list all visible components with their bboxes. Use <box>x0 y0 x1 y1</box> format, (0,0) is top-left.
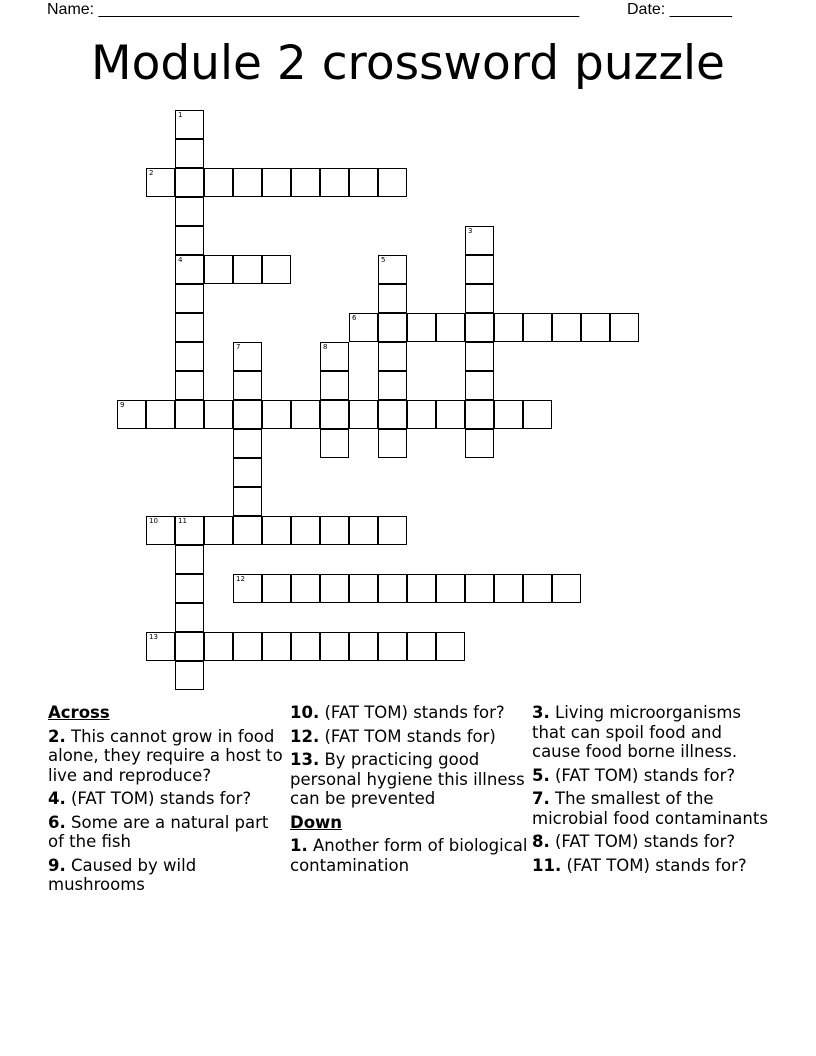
grid-cell[interactable] <box>175 139 204 168</box>
grid-cell[interactable] <box>407 574 436 603</box>
cell-number: 2 <box>149 169 154 177</box>
grid-cell[interactable] <box>320 574 349 603</box>
grid-cell[interactable] <box>320 516 349 545</box>
grid-cell[interactable] <box>349 516 378 545</box>
cell-number: 11 <box>178 517 187 525</box>
grid-cell[interactable] <box>349 400 378 429</box>
grid-cell[interactable] <box>378 429 407 458</box>
grid-cell[interactable] <box>175 400 204 429</box>
grid-cell[interactable] <box>378 284 407 313</box>
name-field-label: Name: ______________________________________________________ <box>47 1 580 18</box>
cell-number: 7 <box>236 343 241 351</box>
grid-cell[interactable] <box>320 168 349 197</box>
grid-cell[interactable] <box>291 168 320 197</box>
clue-text: (FAT TOM) stands for? <box>566 855 747 875</box>
grid-cell[interactable] <box>146 516 175 545</box>
grid-cell[interactable] <box>291 574 320 603</box>
grid-cell[interactable] <box>436 313 465 342</box>
grid-cell[interactable] <box>291 632 320 661</box>
clue-number: 8. <box>532 832 550 851</box>
grid-cell[interactable] <box>233 429 262 458</box>
puzzle-title: Module 2 crossword puzzle <box>91 36 725 91</box>
clue-text: The smallest of the microbial food contaminants <box>532 789 768 828</box>
clue-number: 6. <box>48 812 66 832</box>
grid-cell[interactable] <box>407 632 436 661</box>
clue-column-1 <box>48 703 288 899</box>
grid-cell[interactable] <box>320 342 349 371</box>
grid-cell[interactable] <box>494 313 523 342</box>
down-clue <box>532 703 772 762</box>
cell-number: 9 <box>120 401 125 409</box>
grid-cell[interactable] <box>320 371 349 400</box>
grid-cell[interactable] <box>378 313 407 342</box>
cell-number: 13 <box>149 633 158 641</box>
grid-cell[interactable] <box>349 632 378 661</box>
clue-number: 3. <box>532 703 550 722</box>
grid-cell[interactable] <box>204 168 233 197</box>
grid-cell[interactable] <box>233 255 262 284</box>
clue-number: 12. <box>290 726 320 746</box>
grid-cell[interactable] <box>233 342 262 371</box>
cell-number: 6 <box>352 314 357 322</box>
across-clue <box>48 789 288 809</box>
grid-cell[interactable] <box>465 429 494 458</box>
grid-cell[interactable] <box>146 632 175 661</box>
grid-cell[interactable] <box>523 574 552 603</box>
grid-cell[interactable] <box>349 574 378 603</box>
cell-number: 4 <box>178 256 183 264</box>
grid-cell[interactable] <box>233 168 262 197</box>
cell-number: 3 <box>468 227 473 235</box>
grid-cell[interactable] <box>233 400 262 429</box>
grid-cell[interactable] <box>320 400 349 429</box>
grid-cell[interactable] <box>262 400 291 429</box>
cell-number: 12 <box>236 575 245 583</box>
grid-cell[interactable] <box>233 516 262 545</box>
grid-cell[interactable] <box>494 574 523 603</box>
down-clue <box>532 832 772 852</box>
grid-cell[interactable] <box>175 255 204 284</box>
clue-text: By practicing good personal hygiene this illness can be prevented <box>290 750 525 808</box>
grid-cell[interactable] <box>378 255 407 284</box>
grid-cell[interactable] <box>262 255 291 284</box>
grid-cell[interactable] <box>175 632 204 661</box>
cell-number: 10 <box>149 517 158 525</box>
grid-cell[interactable] <box>175 284 204 313</box>
clue-text: Caused by wild mushrooms <box>48 855 197 894</box>
grid-cell[interactable] <box>204 255 233 284</box>
grid-cell[interactable] <box>378 342 407 371</box>
clue-number: 11. <box>532 855 562 875</box>
grid-cell[interactable] <box>320 429 349 458</box>
cell-number: 5 <box>381 256 386 264</box>
grid-cell[interactable] <box>523 313 552 342</box>
grid-cell[interactable] <box>378 400 407 429</box>
down-clue <box>532 766 772 786</box>
grid-cell[interactable] <box>146 168 175 197</box>
grid-cell[interactable] <box>175 545 204 574</box>
grid-cell[interactable] <box>233 574 262 603</box>
clue-text: Another form of biological contamination <box>290 836 528 875</box>
across-clue <box>290 750 530 809</box>
clue-text: (FAT TOM) stands for? <box>555 765 736 785</box>
cell-number: 1 <box>178 111 183 119</box>
date-field-label: Date: _______ <box>627 1 732 18</box>
grid-cell[interactable] <box>262 516 291 545</box>
clue-number: 2. <box>48 726 66 746</box>
grid-cell[interactable] <box>378 632 407 661</box>
grid-cell[interactable] <box>262 574 291 603</box>
grid-cell[interactable] <box>262 632 291 661</box>
grid-cell[interactable] <box>175 603 204 632</box>
grid-cell[interactable] <box>465 371 494 400</box>
grid-cell[interactable] <box>349 168 378 197</box>
grid-cell[interactable] <box>378 516 407 545</box>
grid-cell[interactable] <box>465 400 494 429</box>
grid-cell[interactable] <box>291 400 320 429</box>
down-clue <box>290 836 530 875</box>
grid-cell[interactable] <box>436 400 465 429</box>
grid-cell[interactable] <box>320 632 349 661</box>
clue-number: 13. <box>290 750 320 769</box>
grid-cell[interactable] <box>465 313 494 342</box>
clue-column-3 <box>532 703 772 879</box>
grid-cell[interactable] <box>233 371 262 400</box>
grid-cell[interactable] <box>175 313 204 342</box>
grid-cell[interactable] <box>610 313 639 342</box>
grid-cell[interactable] <box>204 516 233 545</box>
grid-cell[interactable] <box>291 516 320 545</box>
grid-cell[interactable] <box>465 226 494 255</box>
grid-cell[interactable] <box>378 574 407 603</box>
clue-number: 7. <box>532 789 550 808</box>
clue-number: 4. <box>48 789 66 808</box>
grid-cell[interactable] <box>204 400 233 429</box>
grid-cell[interactable] <box>378 168 407 197</box>
clue-column-2 <box>290 703 530 879</box>
clue-text: (FAT TOM) stands for? <box>71 789 252 808</box>
across-clue <box>48 727 288 786</box>
across-clue <box>290 703 530 723</box>
grid-cell[interactable] <box>465 284 494 313</box>
grid-cell[interactable] <box>349 313 378 342</box>
grid-cell[interactable] <box>523 400 552 429</box>
down-clue <box>532 856 772 876</box>
clue-number: 1. <box>290 836 308 855</box>
clue-text: (FAT TOM) stands for? <box>555 832 736 851</box>
clue-text: (FAT TOM) stands for? <box>324 703 505 722</box>
grid-cell[interactable] <box>204 632 233 661</box>
grid-cell[interactable] <box>146 400 175 429</box>
clue-text: Living microorganisms that can spoil food and cause food borne illness. <box>532 703 742 761</box>
grid-cell[interactable] <box>465 342 494 371</box>
grid-cell[interactable] <box>175 110 204 139</box>
clue-number: 9. <box>48 855 66 875</box>
grid-cell[interactable] <box>175 197 204 226</box>
grid-cell[interactable] <box>262 168 291 197</box>
grid-cell[interactable] <box>175 342 204 371</box>
grid-cell[interactable] <box>175 226 204 255</box>
across-clue <box>48 856 288 895</box>
grid-cell[interactable] <box>175 661 204 690</box>
grid-cell[interactable] <box>378 371 407 400</box>
clue-number: 5. <box>532 765 550 785</box>
grid-cell[interactable] <box>175 371 204 400</box>
clue-number: 10. <box>290 703 320 722</box>
grid-cell[interactable] <box>581 313 610 342</box>
grid-cell[interactable] <box>494 400 523 429</box>
grid-cell[interactable] <box>407 400 436 429</box>
clue-text: Some are a natural part of the fish <box>48 812 269 851</box>
grid-cell[interactable] <box>175 516 204 545</box>
cell-number: 8 <box>323 343 328 351</box>
across-clue <box>48 813 288 852</box>
grid-cell[interactable] <box>552 574 581 603</box>
grid-cell[interactable] <box>117 400 146 429</box>
grid-cell[interactable] <box>436 574 465 603</box>
down-clue <box>532 789 772 828</box>
down-heading: Down <box>290 812 343 832</box>
grid-cell[interactable] <box>175 574 204 603</box>
grid-cell[interactable] <box>552 313 581 342</box>
grid-cell[interactable] <box>465 574 494 603</box>
clue-text: This cannot grow in food alone, they require a host to live and reproduce? <box>48 726 283 785</box>
grid-cell[interactable] <box>233 632 262 661</box>
across-clue <box>290 727 530 747</box>
across-heading: Across <box>48 703 110 722</box>
grid-cell[interactable] <box>465 255 494 284</box>
grid-cell[interactable] <box>233 458 262 487</box>
grid-cell[interactable] <box>407 313 436 342</box>
grid-cell[interactable] <box>233 487 262 516</box>
grid-cell[interactable] <box>436 632 465 661</box>
grid-cell[interactable] <box>175 168 204 197</box>
clue-text: (FAT TOM stands for) <box>324 726 496 746</box>
